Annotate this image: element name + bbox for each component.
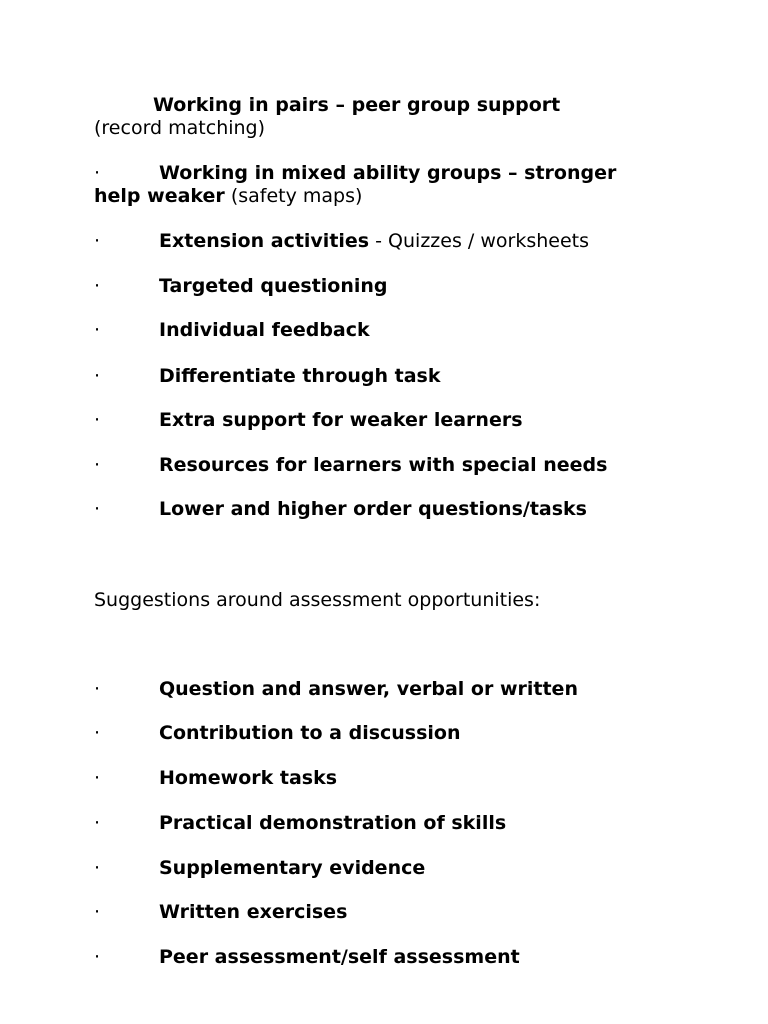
mixed-item-bold: help weaker — [94, 185, 225, 207]
extension-item — [159, 230, 589, 253]
list-item: Individual feedback — [159, 319, 370, 341]
mixed-item-line1: Working in mixed ability groups – stronger — [159, 162, 617, 184]
bullet-assess-4: · — [94, 857, 101, 879]
list-item: Contribution to a discussion — [159, 722, 461, 744]
list-item: Lower and higher order questions/tasks — [159, 498, 587, 520]
list-item: Targeted questioning — [159, 275, 388, 297]
list-item: Extra support for weaker learners — [159, 409, 523, 431]
extension-bold: Extension activities — [159, 230, 370, 252]
list-item: Question and answer, verbal or written — [159, 678, 578, 700]
bullet-assess-2: · — [94, 767, 101, 789]
bullet-diff-2: · — [94, 365, 101, 387]
mixed-item-line2 — [94, 185, 362, 208]
intro-normal-line: (record matching) — [94, 117, 266, 139]
bullet-extension: · — [94, 230, 101, 252]
list-item: Practical demonstration of skills — [159, 812, 507, 834]
extension-normal: - Quizzes / worksheets — [369, 230, 589, 252]
bullet-diff-4: · — [94, 454, 101, 476]
intro-bold-line: Working in pairs – peer group support — [153, 94, 561, 116]
bullet-assess-3: · — [94, 812, 101, 834]
list-item: Homework tasks — [159, 767, 338, 789]
list-item: Peer assessment/self assessment — [159, 946, 520, 968]
bullet-assess-1: · — [94, 722, 101, 744]
list-item: Differentiate through task — [159, 365, 441, 387]
list-item: Written exercises — [159, 901, 348, 923]
bullet-mixed: · — [94, 162, 101, 184]
assessment-heading: Suggestions around assessment opportunities: — [94, 589, 541, 611]
bullet-diff-0: · — [94, 275, 101, 297]
bullet-diff-3: · — [94, 409, 101, 431]
bullet-assess-6: · — [94, 946, 101, 968]
bullet-diff-5: · — [94, 498, 101, 520]
list-item: Supplementary evidence — [159, 857, 426, 879]
mixed-item-normal: (safety maps) — [224, 185, 363, 207]
list-item: Resources for learners with special needs — [159, 454, 608, 476]
bullet-assess-5: · — [94, 901, 101, 923]
bullet-assess-0: · — [94, 678, 101, 700]
bullet-diff-1: · — [94, 319, 101, 341]
